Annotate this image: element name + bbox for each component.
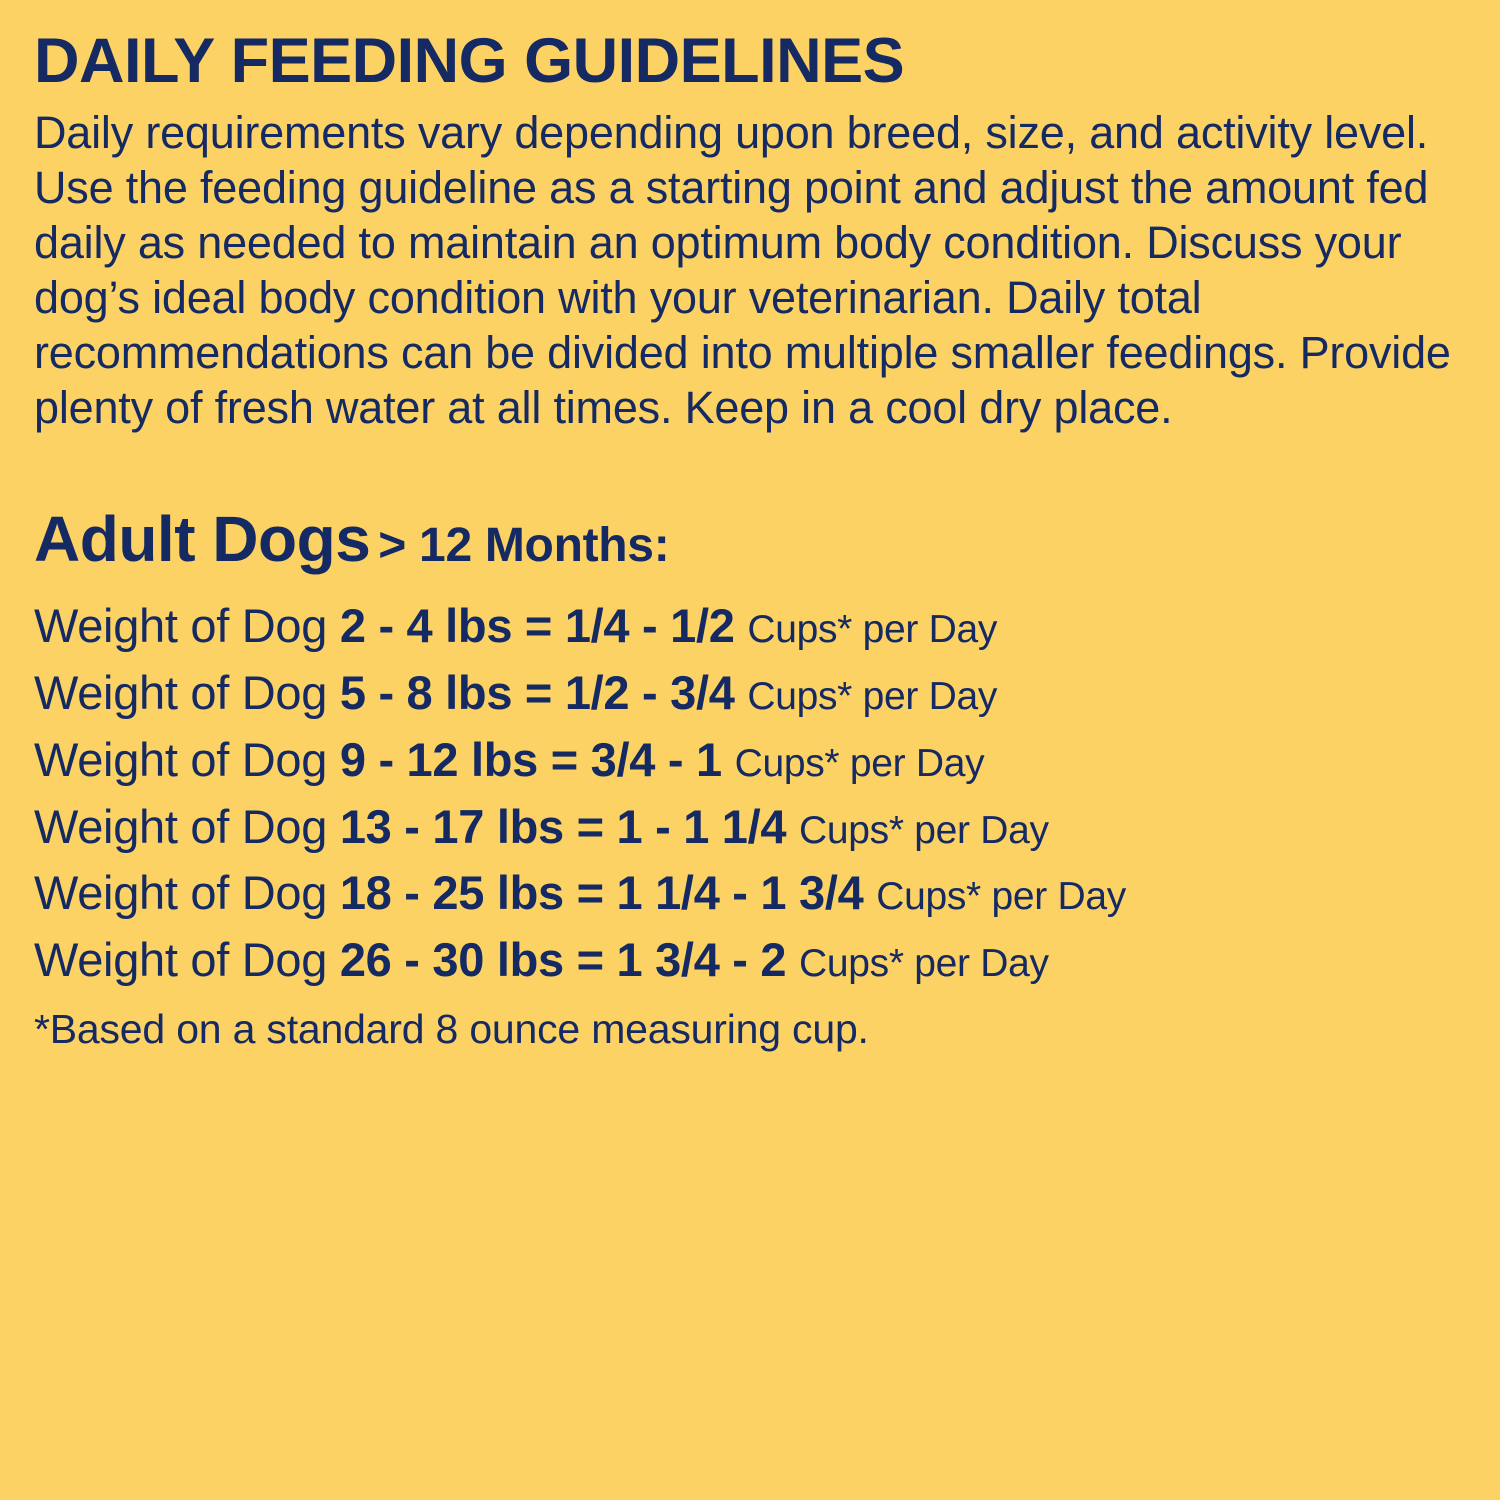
row-amount: 13 - 17 lbs = 1 - 1 1/4 — [339, 799, 787, 853]
table-row — [34, 727, 1466, 794]
row-label: Weight of Dog — [34, 732, 328, 786]
row-unit: Cups* per Day — [747, 675, 998, 719]
table-row — [34, 593, 1466, 660]
row-unit: Cups* per Day — [799, 942, 1049, 986]
table-row — [34, 794, 1466, 861]
row-amount: 9 - 12 lbs = 3/4 - 1 — [339, 732, 722, 786]
row-label: Weight of Dog — [34, 599, 328, 653]
adult-dogs-heading-main: Adult Dogs — [34, 503, 371, 576]
row-unit: Cups* per Day — [799, 808, 1049, 852]
row-label: Weight of Dog — [34, 866, 328, 920]
row-unit: Cups* per Day — [876, 875, 1126, 919]
adult-dogs-heading — [34, 503, 1466, 576]
row-label: Weight of Dog — [34, 933, 328, 987]
page-title: DAILY FEEDING GUIDELINES — [34, 26, 905, 96]
row-label: Weight of Dog — [34, 666, 328, 720]
row-amount: 2 - 4 lbs = 1/4 - 1/2 — [339, 599, 735, 653]
row-amount: 18 - 25 lbs = 1 1/4 - 1 3/4 — [339, 866, 864, 920]
table-row — [34, 660, 1466, 727]
intro-paragraph: Daily requirements vary depending upon breed, size, and activity level. Use the feeding guideline as a starting point and adjust the amount fed daily as needed to maintain an optimum body condition. Discuss your dog’s ideal body condition with your veterinarian. Daily total recommendations can be divided into multiple smaller feedings. Provide plenty of fresh water at all times. Keep in a cool dry place. — [34, 107, 1451, 433]
row-amount: 5 - 8 lbs = 1/2 - 3/4 — [339, 666, 735, 720]
table-row — [34, 927, 1466, 994]
adult-dogs-heading-sub: > 12 Months: — [378, 519, 670, 573]
row-label: Weight of Dog — [34, 799, 328, 853]
table-row — [34, 860, 1466, 927]
feeding-table — [34, 593, 1466, 993]
row-unit: Cups* per Day — [734, 741, 985, 785]
row-unit: Cups* per Day — [747, 608, 998, 652]
footnote: *Based on a standard 8 ounce measuring cup. — [34, 1005, 869, 1052]
row-amount: 26 - 30 lbs = 1 3/4 - 2 — [339, 933, 787, 987]
